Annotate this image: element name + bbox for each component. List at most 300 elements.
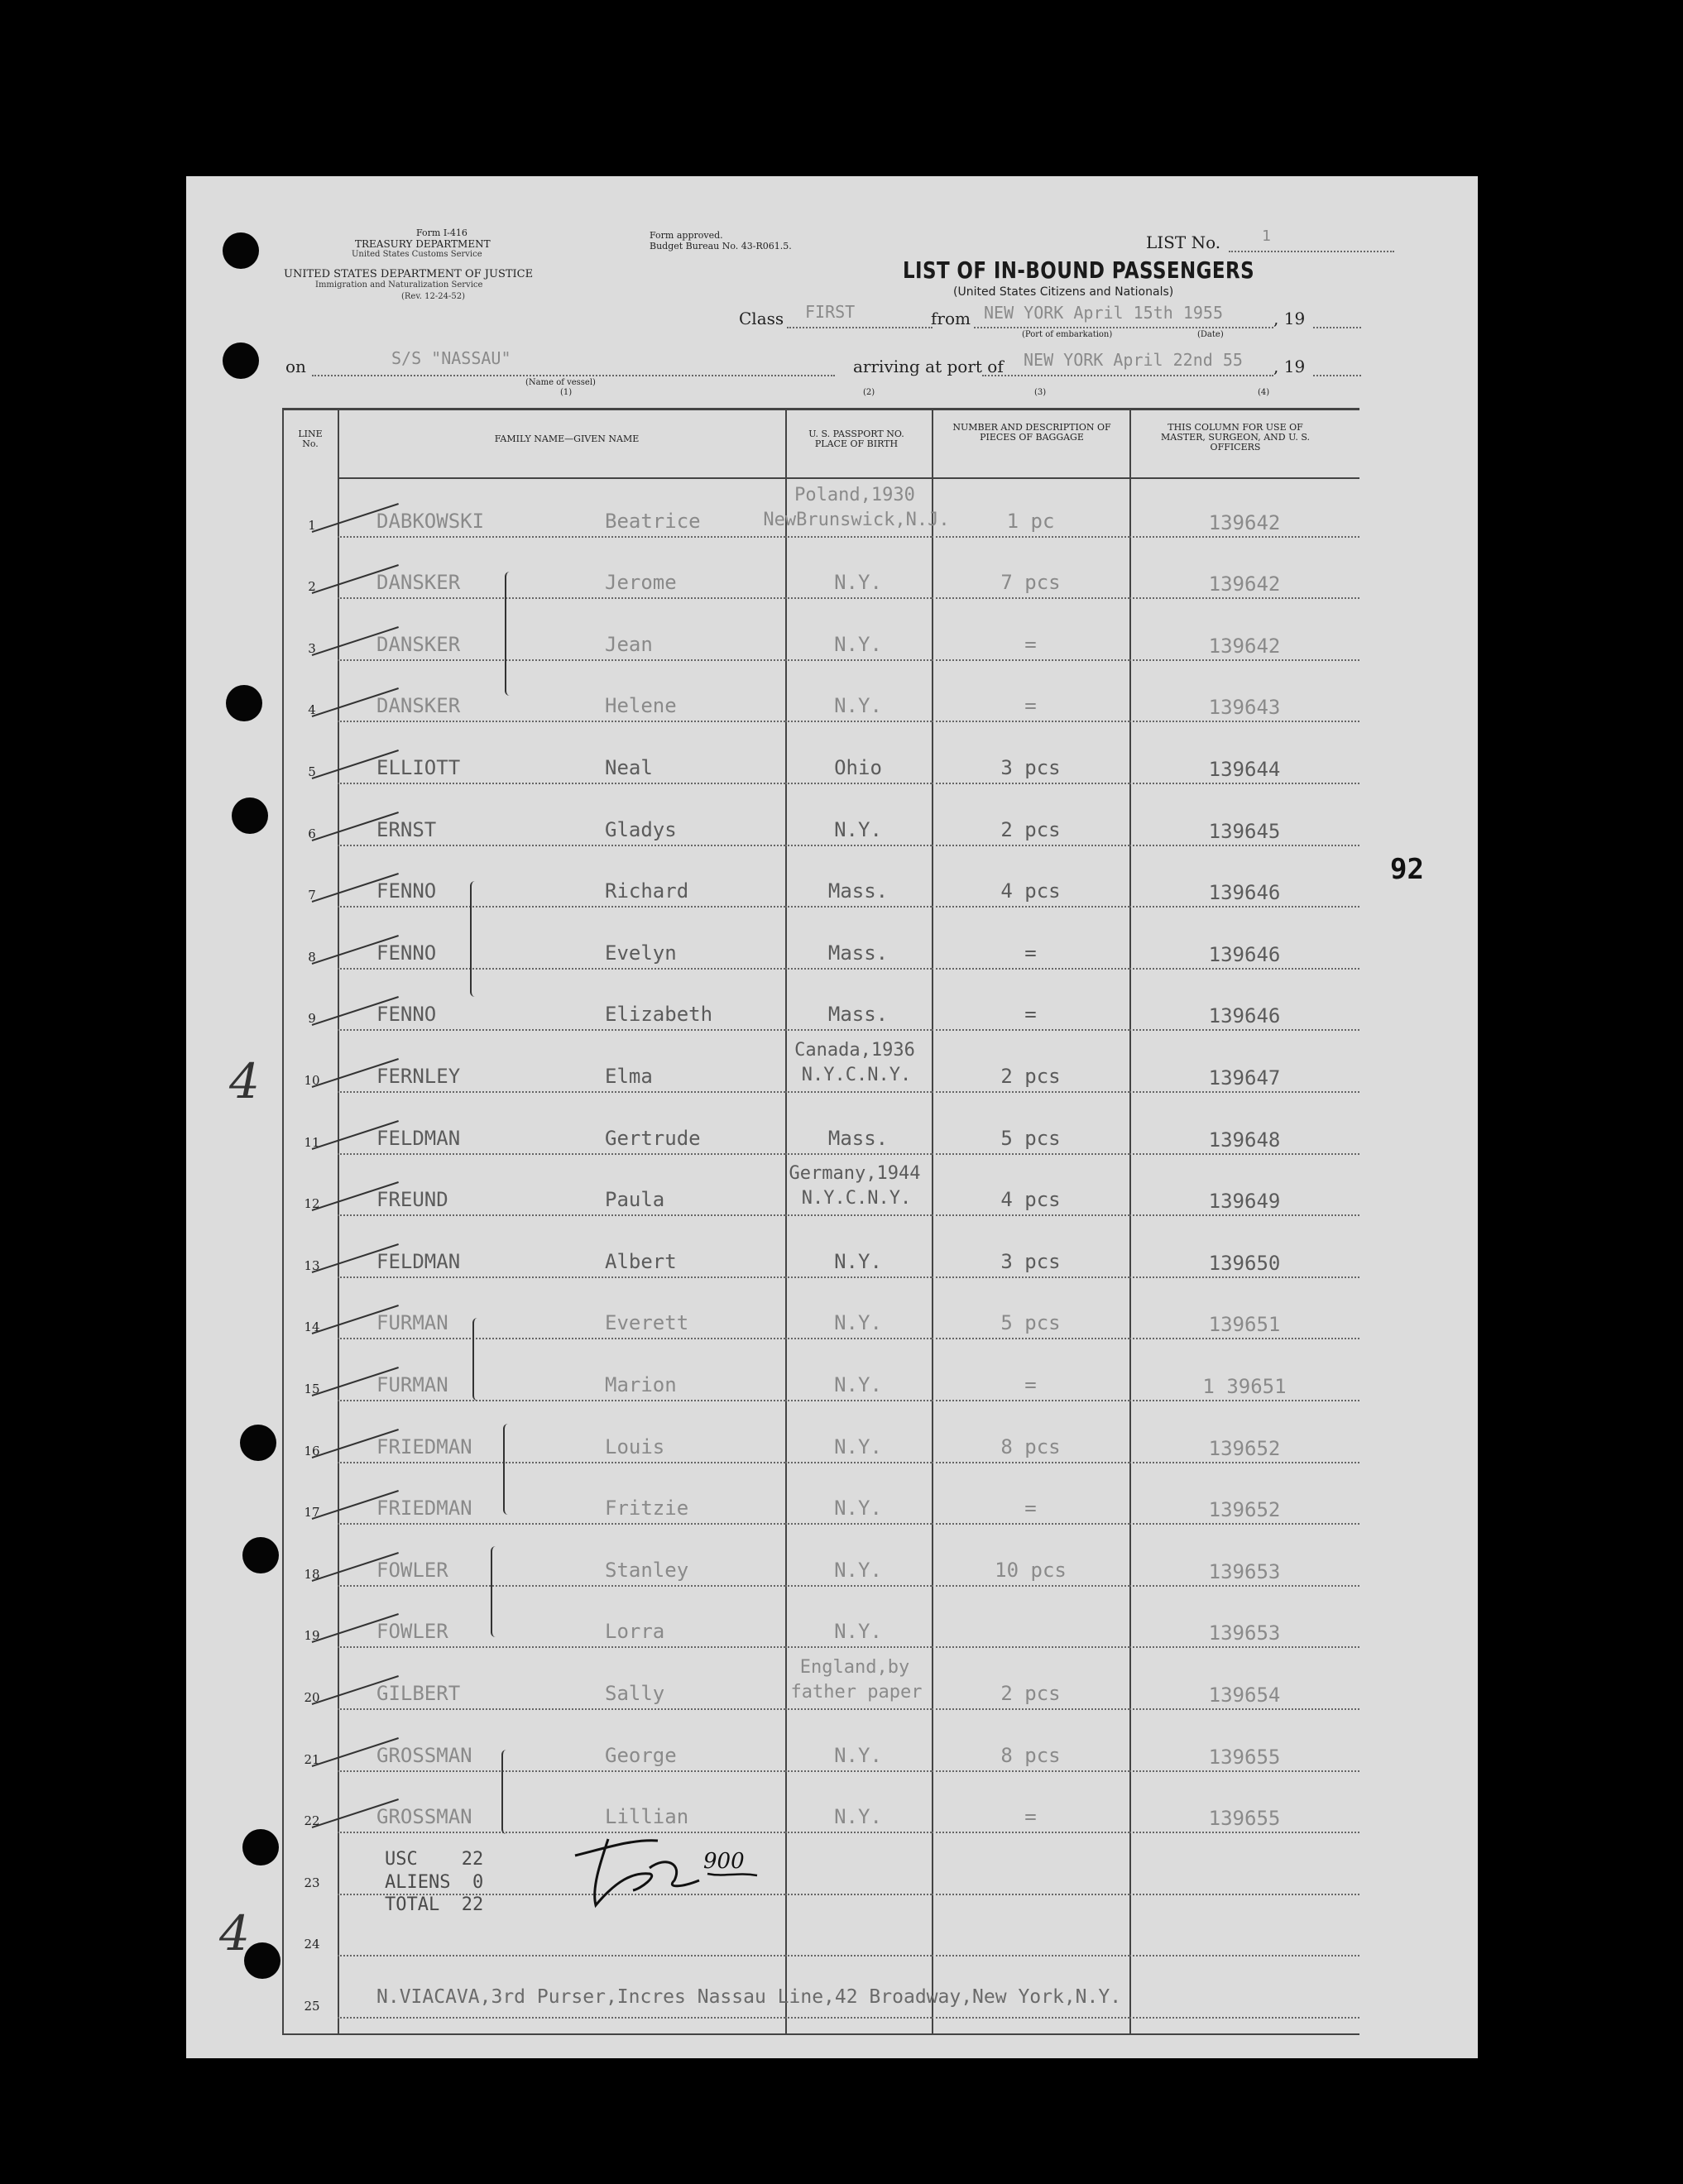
officer-number: 139653 [1208, 1559, 1281, 1583]
punch-hole [242, 1829, 279, 1866]
row-rule [785, 1091, 932, 1093]
purser-footer: N.VIACAVA,3rd Purser,Incres Nassau Line,42 Broadway,New York,N.Y. [376, 1986, 1122, 2008]
row-rule [785, 536, 932, 538]
row-rule [338, 1708, 785, 1710]
given-name: Elizabeth [605, 1003, 713, 1027]
family-name: FELDMAN [376, 1249, 461, 1273]
col-header-name: FAMILY NAME—GIVEN NAME [494, 433, 640, 444]
header-bottom-rule [338, 477, 1359, 479]
row-rule [1129, 1708, 1359, 1710]
row-rule [932, 906, 1129, 908]
family-name: ERNST [376, 817, 437, 841]
officer-number: 139647 [1208, 1066, 1281, 1090]
row-rule [785, 1646, 932, 1648]
list-no-value: 1 [1262, 228, 1271, 245]
place-of-birth: N.Y. [834, 694, 882, 718]
officer-number: 139652 [1208, 1498, 1281, 1522]
row-rule [338, 1585, 785, 1587]
officer-number: 139651 [1208, 1313, 1281, 1337]
approval-note: Form approved. [650, 230, 723, 241]
total-usc: USC 22 [385, 1849, 484, 1870]
line-number: 4 [308, 702, 316, 718]
row-rule [1129, 1832, 1359, 1833]
row-rule [338, 1029, 785, 1031]
given-name: Lorra [605, 1620, 665, 1644]
given-name: Evelyn [605, 941, 677, 965]
total-aliens: ALIENS 0 [385, 1872, 484, 1893]
row-rule [785, 1832, 932, 1833]
row-rule [338, 659, 785, 661]
family-name: FERNLEY [376, 1065, 461, 1088]
line-number: 14 [304, 1320, 320, 1335]
family-name: ELLIOTT [376, 756, 461, 779]
vessel-label: (Name of vessel) [525, 378, 596, 387]
given-name: Everett [605, 1311, 689, 1335]
line-number: 17 [304, 1505, 320, 1521]
family-name: DANSKER [376, 632, 461, 656]
baggage: = [1024, 941, 1037, 965]
family-bracket [470, 881, 480, 997]
place-of-birth: N.Y.C.N.Y. [801, 1065, 912, 1085]
line-number: 13 [304, 1257, 320, 1273]
family-name: FOWLER [376, 1558, 448, 1582]
row-rule [1129, 1462, 1359, 1463]
table-left-rule [282, 408, 284, 2033]
officer-number: 139648 [1208, 1128, 1281, 1152]
line-number: 24 [304, 1937, 320, 1952]
vessel-value: S/S "NASSAU" [391, 348, 511, 368]
row-rule [1129, 783, 1359, 784]
ins-service: Immigration and Naturalization Service [315, 280, 483, 290]
line-number: 7 [308, 888, 316, 903]
row-rule [932, 1646, 1129, 1648]
row-rule [338, 536, 785, 538]
form-subtitle: (United States Citizens and Nationals) [953, 285, 1174, 299]
baggage: 2 pcs [1000, 1682, 1061, 1705]
given-name: Gladys [605, 817, 677, 841]
class-label: Class [739, 309, 784, 328]
row-rule [785, 1462, 932, 1463]
budget-bureau: Budget Bureau No. 43-R061.5. [650, 241, 792, 251]
punch-hole [240, 1425, 276, 1461]
row-rule [932, 1214, 1129, 1216]
total-all: TOTAL 22 [385, 1894, 484, 1915]
row-rule [1129, 1585, 1359, 1587]
from-line [974, 327, 1273, 328]
given-name: Paula [605, 1188, 665, 1212]
officer-number: 139649 [1208, 1190, 1281, 1214]
line-number: 5 [308, 764, 316, 779]
year-label-2: , 19 [1273, 357, 1306, 376]
baggage: 2 pcs [1000, 817, 1061, 841]
family-name: FENNO [376, 941, 437, 965]
row-rule [338, 845, 785, 846]
family-name: FENNO [376, 1003, 437, 1027]
row-rule [338, 1400, 785, 1401]
row-rule [338, 1338, 785, 1339]
line-number: 25 [304, 1999, 320, 2014]
family-name: GROSSMAN [376, 1805, 472, 1829]
row-rule [1129, 845, 1359, 846]
baggage: 8 pcs [1000, 1434, 1061, 1458]
given-name: Jerome [605, 571, 677, 595]
place-of-birth: N.Y. [834, 1497, 882, 1521]
place-of-birth: N.Y. [834, 1311, 882, 1335]
family-name: FURMAN [376, 1311, 448, 1335]
place-of-birth: N.Y. [834, 1249, 882, 1273]
family-name: GROSSMAN [376, 1743, 472, 1767]
line-number: 3 [308, 640, 316, 656]
punch-hole [223, 232, 259, 269]
family-bracket [491, 1546, 501, 1637]
col4-num: (4) [1258, 388, 1270, 397]
baggage: 2 pcs [1000, 1065, 1061, 1088]
given-name: Fritzie [605, 1497, 689, 1521]
col-header-baggage: NUMBER AND DESCRIPTION OF PIECES OF BAGGAGE [952, 422, 1111, 443]
punch-hole [232, 797, 268, 834]
form-title: LIST OF IN-BOUND PASSENGERS [903, 256, 1255, 284]
family-name: FREUND [376, 1188, 448, 1212]
baggage: 8 pcs [1000, 1743, 1061, 1767]
line-number: 16 [304, 1443, 320, 1458]
row-rule [338, 1523, 785, 1525]
officer-number: 1 39651 [1202, 1375, 1287, 1398]
given-name: Sally [605, 1682, 665, 1705]
svg-text:900: 900 [703, 1849, 745, 1874]
revision-date: (Rev. 12-24-52) [401, 292, 466, 301]
year-line-1 [1313, 327, 1361, 328]
year-label-1: , 19 [1273, 309, 1306, 328]
row-rule [338, 1770, 785, 1772]
row-rule [338, 906, 785, 908]
row-rule [932, 1091, 1129, 1093]
row-rule [1129, 1770, 1359, 1772]
line-number: 6 [308, 826, 316, 841]
list-no-label: LIST No. [1146, 232, 1221, 252]
given-name: George [605, 1743, 677, 1767]
row-rule [338, 2017, 785, 2019]
on-label: on [285, 357, 306, 376]
place-of-birth: N.Y. [834, 571, 882, 595]
birth-note: Poland,1930 [794, 484, 915, 505]
date-label: (Date) [1197, 330, 1224, 339]
line-number: 2 [308, 579, 316, 595]
line-number: 15 [304, 1382, 320, 1396]
row-rule [785, 659, 932, 661]
arriving-label: arriving at port of [853, 357, 1004, 376]
family-name: FRIEDMAN [376, 1434, 472, 1458]
arriving-value: NEW YORK April 22nd 55 [1024, 350, 1243, 370]
col2-num: (2) [863, 388, 875, 397]
family-name: GILBERT [376, 1682, 461, 1705]
margin-mark: 4 [219, 1905, 250, 1961]
row-rule [932, 1708, 1129, 1710]
place-of-birth: N.Y. [834, 1620, 882, 1644]
row-rule [1129, 1276, 1359, 1278]
baggage: = [1024, 694, 1037, 718]
given-name: Lillian [605, 1805, 689, 1829]
arriving-line [982, 375, 1273, 376]
line-number: 23 [304, 1875, 320, 1890]
place-of-birth: father paper [790, 1682, 923, 1703]
line-number: 9 [308, 1011, 316, 1027]
officer-number: 139643 [1208, 696, 1281, 720]
port-embarkation-label: (Port of embarkation) [1022, 330, 1113, 339]
row-rule [1129, 2017, 1359, 2019]
row-rule [338, 1214, 785, 1216]
given-name: Gertrude [605, 1126, 701, 1150]
place-of-birth: N.Y. [834, 632, 882, 656]
row-rule [785, 2017, 932, 2019]
officer-number: 139644 [1208, 758, 1281, 781]
row-rule [1129, 1091, 1359, 1093]
baggage: 3 pcs [1000, 756, 1061, 779]
given-name: Louis [605, 1434, 665, 1458]
row-rule [785, 1523, 932, 1525]
margin-mark: 4 [229, 1053, 260, 1109]
list-no-line [1229, 251, 1394, 252]
row-rule [785, 721, 932, 722]
from-value: NEW YORK April 15th 1955 [984, 303, 1223, 323]
officer-number: 139650 [1208, 1251, 1281, 1275]
row-rule [338, 1462, 785, 1463]
family-bracket [505, 572, 515, 696]
given-name: Beatrice [605, 509, 701, 533]
row-rule [1129, 1338, 1359, 1339]
baggage: 5 pcs [1000, 1126, 1061, 1150]
row-rule [1129, 1400, 1359, 1401]
place-of-birth: N.Y. [834, 1743, 882, 1767]
row-rule [785, 1894, 932, 1895]
row-rule [785, 1276, 932, 1278]
baggage: 1 pc [1006, 509, 1055, 533]
row-rule [785, 906, 932, 908]
row-rule [1129, 1153, 1359, 1155]
row-rule [785, 1338, 932, 1339]
row-rule [785, 845, 932, 846]
baggage: = [1024, 632, 1037, 656]
family-name: FURMAN [376, 1373, 448, 1396]
table-bottom-rule [282, 2033, 1359, 2035]
place-of-birth: N.Y.C.N.Y. [801, 1188, 912, 1209]
treasury-dept: TREASURY DEPARTMENT [355, 238, 491, 250]
row-rule [932, 1338, 1129, 1339]
row-rule [1129, 536, 1359, 538]
row-rule [785, 1955, 932, 1956]
family-name: FRIEDMAN [376, 1497, 472, 1521]
officer-number: 139646 [1208, 881, 1281, 905]
row-rule [932, 1462, 1129, 1463]
row-rule [785, 1770, 932, 1772]
officer-number: 139646 [1208, 1004, 1281, 1028]
row-rule [1129, 906, 1359, 908]
family-bracket [503, 1424, 513, 1515]
row-rule [785, 1029, 932, 1031]
baggage: 4 pcs [1000, 879, 1061, 903]
column-rule-line [338, 410, 339, 2033]
family-bracket [472, 1318, 482, 1401]
row-rule [338, 1646, 785, 1648]
row-rule [338, 721, 785, 722]
row-rule [932, 1276, 1129, 1278]
row-rule [785, 1214, 932, 1216]
place-of-birth: N.Y. [834, 1373, 882, 1396]
baggage: 3 pcs [1000, 1249, 1061, 1273]
from-label: from [931, 309, 971, 328]
line-number: 18 [304, 1566, 320, 1582]
row-rule [1129, 721, 1359, 722]
given-name: Richard [605, 879, 689, 903]
given-name: Albert [605, 1249, 677, 1273]
punch-hole [226, 685, 262, 721]
line-number: 21 [304, 1751, 320, 1767]
col-header-line: LINE No. [298, 429, 323, 449]
row-rule [932, 1770, 1129, 1772]
place-of-birth: N.Y. [834, 1558, 882, 1582]
row-rule [1129, 1646, 1359, 1648]
line-number: 19 [304, 1628, 320, 1644]
table-top-rule [282, 408, 1359, 410]
place-of-birth: Mass. [827, 1003, 889, 1027]
row-rule [1129, 659, 1359, 661]
given-name: Stanley [605, 1558, 689, 1582]
birth-note: Canada,1936 [794, 1040, 915, 1061]
row-rule [932, 1400, 1129, 1401]
row-rule [338, 1091, 785, 1093]
family-name: DABKOWSKI [376, 509, 485, 533]
row-rule [1129, 1523, 1359, 1525]
line-number: 22 [304, 1813, 320, 1829]
col-header-officers: THIS COLUMN FOR USE OF MASTER, SURGEON, AND U. S. OFFICERS [1161, 422, 1311, 453]
baggage: 7 pcs [1000, 571, 1061, 595]
place-of-birth: Mass. [827, 941, 889, 965]
row-rule [932, 659, 1129, 661]
row-rule [932, 1029, 1129, 1031]
birth-note: England,by [799, 1657, 910, 1678]
vessel-line [312, 375, 835, 376]
given-name: Helene [605, 694, 677, 718]
row-rule [1129, 597, 1359, 599]
margin-number: 92 [1390, 853, 1424, 886]
row-rule [1129, 968, 1359, 970]
row-rule [932, 845, 1129, 846]
row-rule [785, 783, 932, 784]
row-rule [1129, 1955, 1359, 1956]
baggage: 10 pcs [995, 1558, 1067, 1582]
place-of-birth: Mass. [827, 1126, 889, 1150]
baggage: 5 pcs [1000, 1311, 1061, 1335]
row-rule [338, 968, 785, 970]
class-line [787, 327, 933, 328]
col-header-passport: U. S. PASSPORT NO. PLACE OF BIRTH [808, 429, 904, 449]
place-of-birth: NewBrunswick,N.J. [763, 509, 950, 530]
row-rule [932, 597, 1129, 599]
col3-num: (3) [1034, 388, 1047, 397]
officer-number: 139642 [1208, 510, 1281, 534]
row-rule [932, 1894, 1129, 1895]
class-value: FIRST [805, 302, 856, 322]
handwritten-signature [559, 1822, 807, 1913]
baggage: = [1024, 1497, 1037, 1521]
row-rule [785, 597, 932, 599]
row-rule [932, 783, 1129, 784]
line-number: 12 [304, 1196, 320, 1212]
officer-number: 139655 [1208, 1807, 1281, 1831]
row-rule [785, 1400, 932, 1401]
row-rule [338, 783, 785, 784]
row-rule [785, 1153, 932, 1155]
baggage: = [1024, 1805, 1037, 1829]
family-name: FOWLER [376, 1620, 448, 1644]
row-rule [932, 1832, 1129, 1833]
place-of-birth: N.Y. [834, 1434, 882, 1458]
justice-dept: UNITED STATES DEPARTMENT OF JUSTICE [284, 268, 534, 280]
given-name: Elma [605, 1065, 653, 1088]
row-rule [932, 2017, 1129, 2019]
place-of-birth: Ohio [834, 756, 882, 779]
birth-note: Germany,1944 [789, 1163, 921, 1185]
row-rule [932, 1955, 1129, 1956]
family-bracket [501, 1750, 511, 1834]
officer-number: 139645 [1208, 819, 1281, 843]
row-rule [932, 968, 1129, 970]
customs-service: United States Customs Service [352, 250, 482, 259]
punch-hole [242, 1537, 279, 1573]
place-of-birth: N.Y. [834, 817, 882, 841]
place-of-birth: Mass. [827, 879, 889, 903]
place-of-birth: N.Y. [834, 1805, 882, 1829]
line-number: 8 [308, 949, 316, 965]
baggage: 4 pcs [1000, 1188, 1061, 1212]
line-number: 10 [304, 1073, 320, 1088]
row-rule [932, 1523, 1129, 1525]
given-name: Jean [605, 632, 653, 656]
row-rule [932, 1153, 1129, 1155]
row-rule [785, 1708, 932, 1710]
line-number: 20 [304, 1690, 320, 1705]
manifest-page [186, 176, 1478, 2058]
officer-number: 139655 [1208, 1745, 1281, 1769]
given-name: Neal [605, 756, 653, 779]
row-rule [338, 1276, 785, 1278]
officer-number: 139642 [1208, 572, 1281, 596]
officer-number: 139646 [1208, 942, 1281, 966]
form-number: Form I-416 [416, 228, 468, 238]
family-name: FENNO [376, 879, 437, 903]
officer-number: 139653 [1208, 1621, 1281, 1645]
punch-hole [223, 342, 259, 379]
officer-number: 139652 [1208, 1436, 1281, 1460]
family-name: DANSKER [376, 571, 461, 595]
row-rule [1129, 1894, 1359, 1895]
baggage: = [1024, 1373, 1037, 1396]
row-rule [932, 1585, 1129, 1587]
officer-number: 139642 [1208, 634, 1281, 658]
line-number: 1 [308, 517, 316, 533]
officer-number: 139654 [1208, 1684, 1281, 1707]
row-rule [932, 536, 1129, 538]
given-name: Marion [605, 1373, 677, 1396]
vessel-col-num: (1) [560, 388, 573, 397]
baggage: = [1024, 1003, 1037, 1027]
family-name: DANSKER [376, 694, 461, 718]
row-rule [932, 721, 1129, 722]
row-rule [1129, 1214, 1359, 1216]
row-rule [1129, 1029, 1359, 1031]
family-name: FELDMAN [376, 1126, 461, 1150]
row-rule [338, 1153, 785, 1155]
row-rule [785, 1585, 932, 1587]
